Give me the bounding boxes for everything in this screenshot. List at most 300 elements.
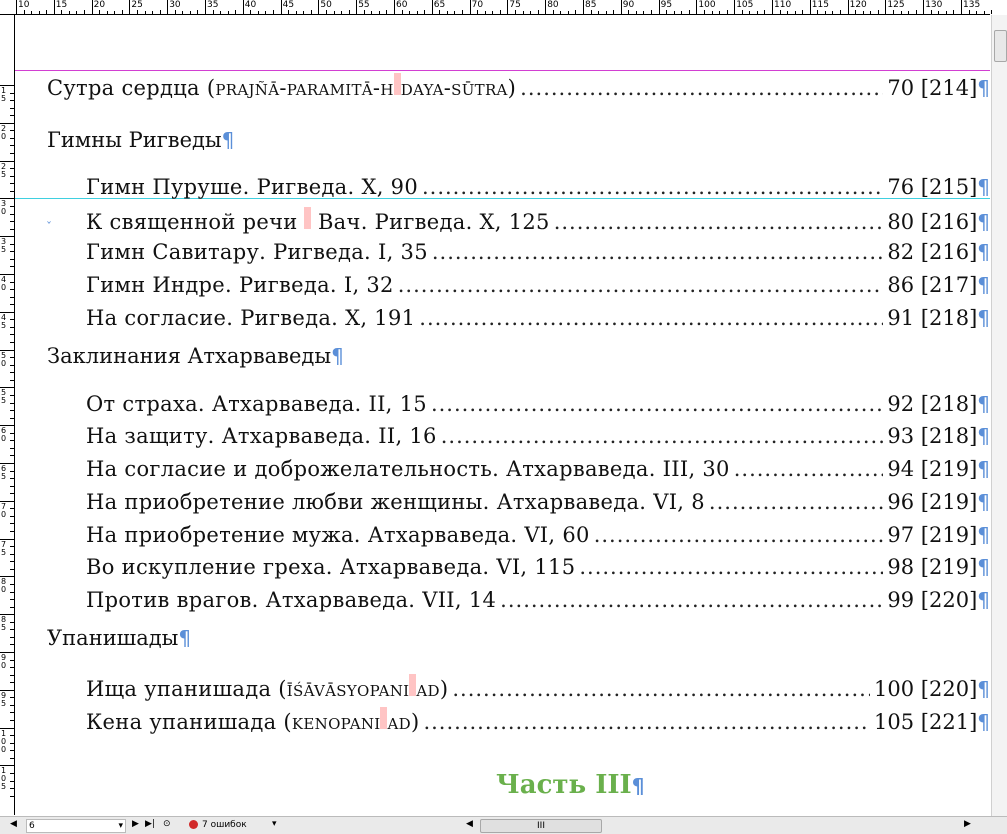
ruler-minor-tick: [10, 712, 14, 713]
ruler-label: 50: [320, 0, 332, 10]
ruler-minor-tick: [145, 11, 146, 14]
toc-entry-page: 92 [218]: [887, 392, 978, 416]
ruler-minor-tick: [213, 10, 214, 14]
pilcrow-icon: ¶: [977, 555, 990, 579]
ruler-minor-tick: [10, 115, 14, 116]
toc-entry: [86, 392, 990, 422]
anchor-marker-icon: ˇ: [46, 220, 52, 234]
ruler-minor-tick: [916, 10, 917, 14]
toc-entry-title: На согласие и доброжелательность. Атхарваведа. III, 30: [86, 457, 730, 481]
ruler-minor-tick: [10, 508, 14, 509]
ruler-tick: [470, 0, 471, 14]
ruler-minor-tick: [931, 10, 932, 14]
section-heading-rigveda: [47, 128, 234, 152]
pilcrow-icon: ¶: [977, 424, 990, 448]
ruler-minor-tick: [31, 11, 32, 14]
ruler-minor-tick: [10, 599, 14, 600]
ruler-minor-tick: [953, 10, 954, 14]
ruler-minor-tick: [417, 11, 418, 14]
scrollbar-thumb[interactable]: [994, 30, 1007, 62]
toc-entry-page: 99 [220]: [887, 588, 978, 612]
leader-dots: [709, 490, 883, 514]
ruler-minor-tick: [10, 108, 14, 109]
ruler-label: 80: [547, 0, 559, 10]
ruler-minor-tick: [10, 516, 14, 517]
ruler-minor-tick: [10, 342, 14, 343]
toc-entry-page: 91 [218]: [887, 306, 978, 330]
ruler-minor-tick: [10, 720, 14, 721]
ruler-label: 3 5: [1, 237, 7, 255]
toc-entry-title: Во искупление греха. Атхарваведа. VI, 115: [86, 555, 576, 579]
ruler-tick: [772, 0, 773, 14]
ruler-minor-tick: [107, 11, 108, 14]
toc-entry-title: На защиту. Атхарваведа. II, 16: [86, 424, 437, 448]
ruler-minor-tick: [364, 10, 365, 14]
toc-entry-page: 86 [217]: [887, 273, 978, 297]
ruler-label: 90: [622, 0, 635, 10]
ruler-minor-tick: [643, 11, 644, 14]
ruler-minor-tick: [530, 11, 531, 14]
ruler-label: 7 5: [1, 539, 7, 557]
ruler-tick: [885, 0, 886, 14]
ruler-minor-tick: [10, 796, 14, 797]
ruler-minor-tick: [10, 448, 14, 449]
pilcrow-icon: ¶: [977, 175, 990, 199]
ruler-label: 2 5: [1, 161, 7, 179]
ruler-minor-tick: [855, 10, 856, 14]
ruler-minor-tick: [10, 130, 14, 131]
ruler-minor-tick: [500, 10, 501, 14]
ruler-minor-tick: [10, 334, 14, 335]
ruler-tick: [92, 0, 93, 14]
ruler-minor-tick: [991, 10, 992, 14]
toc-entry-page: 98 [219]: [887, 555, 978, 579]
ruler-minor-tick: [606, 11, 607, 14]
ruler-minor-tick: [10, 433, 14, 434]
pilcrow-icon: ¶: [221, 128, 235, 152]
ruler-tick: [923, 0, 924, 14]
toc-entry-title: Гимн Пуруше. Ригведа. X, 90: [86, 175, 418, 199]
toc-entry: [86, 457, 990, 487]
margin-guide-top: [15, 70, 990, 71]
missing-glyph-highlight: [394, 73, 401, 95]
ruler-minor-tick: [598, 11, 599, 14]
ruler-minor-tick: [10, 206, 14, 207]
ruler-minor-tick: [742, 10, 743, 14]
ruler-minor-tick: [10, 176, 14, 177]
ruler-minor-tick: [477, 10, 478, 14]
ruler-minor-tick: [727, 10, 728, 14]
ruler-minor-tick: [10, 327, 14, 328]
leader-dots: [579, 555, 883, 579]
ruler-minor-tick: [10, 493, 14, 494]
horizontal-ruler[interactable]: [0, 0, 990, 15]
ruler-tick: [810, 0, 811, 14]
toc-entry-title: Гимн Савитару. Ригведа. I, 35: [86, 240, 428, 264]
leader-dots: [554, 210, 884, 234]
first-page-icon[interactable]: ◀: [10, 819, 17, 829]
ruler-label: 115: [811, 0, 829, 10]
ruler-minor-tick: [454, 11, 455, 14]
ruler-minor-tick: [840, 10, 841, 14]
next-page-icon[interactable]: ▶: [132, 819, 139, 829]
ruler-minor-tick: [984, 11, 985, 14]
ruler-label: 45: [282, 0, 295, 10]
ruler-minor-tick: [10, 229, 14, 230]
ruler-minor-tick: [69, 11, 70, 14]
ruler-minor-tick: [10, 675, 14, 676]
leader-dots: [431, 392, 883, 416]
ruler-label: 10: [18, 0, 30, 10]
ruler-minor-tick: [485, 11, 486, 14]
ruler-label: 8 0: [1, 577, 7, 595]
toc-entry-page: 105 [221]: [874, 710, 978, 734]
leader-dots: [432, 240, 884, 264]
ruler-minor-tick: [10, 138, 14, 139]
ruler-minor-tick: [84, 10, 85, 14]
ruler-minor-tick: [757, 11, 758, 14]
ruler-minor-tick: [10, 486, 14, 487]
toc-entry: [86, 490, 990, 520]
ruler-minor-tick: [409, 11, 410, 14]
ruler-minor-tick: [10, 365, 14, 366]
ruler-tick: [281, 0, 282, 14]
ruler-minor-tick: [228, 11, 229, 14]
toc-entry: [86, 175, 990, 205]
ruler-minor-tick: [10, 418, 14, 419]
ruler-minor-tick: [10, 259, 14, 260]
ruler-minor-tick: [349, 10, 350, 14]
ruler-minor-tick: [893, 10, 894, 14]
ruler-minor-tick: [712, 11, 713, 14]
toc-entry: [86, 555, 990, 585]
ruler-minor-tick: [10, 781, 14, 782]
ruler-minor-tick: [938, 11, 939, 14]
ruler-minor-tick: [591, 10, 592, 14]
ruler-minor-tick: [10, 221, 14, 222]
pilcrow-icon: ¶: [331, 344, 344, 368]
toc-entry: [86, 306, 990, 336]
ruler-minor-tick: [10, 168, 14, 169]
leader-dots: [398, 273, 884, 297]
ruler-tick: [848, 0, 849, 14]
ruler-minor-tick: [802, 10, 803, 14]
ruler-minor-tick: [10, 395, 14, 396]
section-heading-atharvaveda: [47, 344, 344, 368]
ruler-label: 100: [698, 0, 716, 10]
toc-entry-title: На приобретение любви женщины. Атхарваведа. VI, 8: [86, 490, 705, 514]
ruler-minor-tick: [515, 10, 516, 14]
toc-entry-title-a: Кена упанишада (: [86, 710, 292, 734]
toc-entry-page: 76 [215]: [887, 175, 978, 199]
ruler-tick: [205, 0, 206, 14]
pilcrow-icon: ¶: [977, 588, 990, 612]
ruler-minor-tick: [10, 750, 14, 751]
chevron-down-icon[interactable]: ▾: [118, 821, 123, 831]
ruler-label: 40: [244, 0, 257, 10]
ruler-label: 8 5: [1, 615, 7, 633]
vertical-scrollbar[interactable]: [991, 15, 1007, 816]
leader-dots: [419, 306, 883, 330]
ruler-minor-tick: [10, 644, 14, 645]
ruler-minor-tick: [24, 10, 25, 14]
ruler-label: 105: [736, 0, 754, 10]
ruler-label: 2 0: [1, 123, 7, 141]
scroll-left-icon[interactable]: ◀: [466, 819, 473, 829]
part-heading: [496, 770, 644, 800]
ruler-minor-tick: [10, 758, 14, 759]
ruler-minor-tick: [273, 10, 274, 14]
horizontal-scrollbar-thumb[interactable]: [480, 819, 602, 833]
ruler-minor-tick: [10, 214, 14, 215]
ruler-minor-tick: [371, 11, 372, 14]
ruler-minor-tick: [689, 10, 690, 14]
toc-entry-title-sc: kenopani: [291, 710, 381, 734]
ruler-minor-tick: [10, 705, 14, 706]
page-number-value: 6: [29, 821, 35, 831]
ruler-label: 6 5: [1, 464, 7, 481]
ruler-minor-tick: [832, 11, 833, 14]
ruler-minor-tick: [10, 584, 14, 585]
ruler-tick: [545, 0, 546, 14]
ruler-minor-tick: [402, 10, 403, 14]
vertical-ruler[interactable]: [0, 15, 15, 815]
ruler-minor-tick: [424, 10, 425, 14]
toc-entry-page: 94 [219]: [887, 457, 978, 481]
ruler-label: 130: [925, 0, 943, 10]
ruler-minor-tick: [175, 10, 176, 14]
last-page-icon[interactable]: ▶|: [145, 819, 155, 829]
ruler-minor-tick: [341, 11, 342, 14]
status-bar: [0, 816, 1007, 834]
toc-entry-title-b: ad): [387, 710, 420, 734]
toc-entry: [86, 240, 990, 270]
toc-entry: [86, 424, 990, 454]
ruler-minor-tick: [250, 10, 251, 14]
ruler-minor-tick: [190, 11, 191, 14]
ruler-label: 5 5: [1, 388, 7, 406]
leader-dots: [423, 710, 870, 734]
ruler-tick: [583, 0, 584, 14]
ruler-minor-tick: [780, 10, 781, 14]
ruler-minor-tick: [764, 10, 765, 14]
errors-count[interactable]: 7 ошибок: [202, 820, 247, 830]
ruler-minor-tick: [10, 440, 14, 441]
ruler-minor-tick: [628, 10, 629, 14]
leader-dots: [422, 175, 883, 199]
toc-entry-title: Гимн Индре. Ригведа. I, 32: [86, 273, 394, 297]
ruler-minor-tick: [568, 11, 569, 14]
ruler-minor-tick: [969, 10, 970, 14]
ruler-minor-tick: [462, 10, 463, 14]
ruler-minor-tick: [296, 11, 297, 14]
ruler-tick: [696, 0, 697, 14]
ruler-minor-tick: [122, 10, 123, 14]
ruler-label: 55: [358, 0, 370, 10]
scroll-right-icon[interactable]: ▶: [964, 819, 971, 829]
pilcrow-icon: ¶: [977, 490, 990, 514]
ruler-minor-tick: [870, 11, 871, 14]
ruler-label: 125: [887, 0, 905, 10]
ruler-minor-tick: [447, 11, 448, 14]
ruler-minor-tick: [10, 569, 14, 570]
preflight-icon[interactable]: ⊙: [163, 819, 171, 829]
ruler-minor-tick: [386, 10, 387, 14]
ruler-minor-tick: [10, 410, 14, 411]
ruler-minor-tick: [265, 11, 266, 14]
ruler-minor-tick: [674, 11, 675, 14]
ruler-minor-tick: [10, 592, 14, 593]
ruler-minor-tick: [258, 11, 259, 14]
ruler-minor-tick: [61, 10, 62, 14]
ruler-minor-tick: [235, 10, 236, 14]
toc-entry-top: [47, 73, 990, 103]
toc-entry-title-a: К священной речи: [86, 210, 298, 234]
toc-entry: [86, 674, 990, 704]
leader-dots: [452, 677, 870, 701]
ruler-label: 25: [131, 0, 143, 10]
toc-entry-title: На приобретение мужа. Атхарваведа. VI, 60: [86, 523, 590, 547]
ruler-minor-tick: [10, 743, 14, 744]
leader-dots: [520, 76, 883, 100]
ruler-label: 1 5: [1, 86, 7, 103]
toc-entry: [86, 523, 990, 553]
pilcrow-icon: ¶: [977, 210, 990, 234]
ruler-minor-tick: [908, 11, 909, 14]
ruler-minor-tick: [560, 11, 561, 14]
chevron-down-icon[interactable]: ▾: [272, 819, 277, 829]
ruler-minor-tick: [76, 11, 77, 14]
leader-dots: [734, 457, 884, 481]
ruler-minor-tick: [160, 10, 161, 14]
ruler-minor-tick: [311, 10, 312, 14]
error-indicator-icon[interactable]: [189, 820, 198, 829]
ruler-label: 4 0: [1, 275, 7, 292]
pilcrow-icon: ¶: [977, 306, 990, 330]
ruler-minor-tick: [946, 11, 947, 14]
leader-dots: [594, 523, 884, 547]
ruler-minor-tick: [10, 637, 14, 638]
page-number-field[interactable]: [26, 819, 126, 833]
ruler-label: 4 5: [1, 312, 7, 330]
ruler-tick: [507, 0, 508, 14]
toc-entry-title: Против врагов. Атхарваведа. VII, 14: [86, 588, 497, 612]
ruler-minor-tick: [10, 478, 14, 479]
ruler-minor-tick: [666, 10, 667, 14]
ruler-label: 110: [774, 0, 792, 10]
ruler-minor-tick: [492, 11, 493, 14]
ruler-minor-tick: [99, 10, 100, 14]
pilcrow-icon: ¶: [178, 626, 192, 650]
ruler-minor-tick: [538, 10, 539, 14]
ruler-label: 9 5: [1, 690, 7, 708]
ruler-minor-tick: [10, 153, 14, 154]
ruler-label: 20: [93, 0, 106, 10]
toc-entry: [86, 707, 990, 737]
ruler-tick: [394, 0, 395, 14]
ruler-tick: [621, 0, 622, 14]
ruler-minor-tick: [10, 622, 14, 623]
ruler-minor-tick: [749, 11, 750, 14]
ruler-label: 85: [585, 0, 597, 10]
ruler-tick: [167, 0, 168, 14]
ruler-minor-tick: [10, 297, 14, 298]
ruler-minor-tick: [10, 554, 14, 555]
ruler-minor-tick: [10, 773, 14, 774]
toc-entry-title-sc: prajñā-paramitā-h: [215, 76, 394, 100]
toc-entry-page: 97 [219]: [887, 523, 978, 547]
ruler-minor-tick: [334, 11, 335, 14]
ruler-label: 70: [471, 0, 484, 10]
pilcrow-icon: ¶: [977, 240, 990, 264]
ruler-minor-tick: [863, 11, 864, 14]
scroll-grip: III: [537, 821, 545, 831]
ruler-minor-tick: [878, 10, 879, 14]
toc-entry: [86, 273, 990, 303]
ruler-minor-tick: [553, 10, 554, 14]
pilcrow-icon: ¶: [977, 677, 990, 701]
ruler-minor-tick: [825, 11, 826, 14]
toc-entry-title: На согласие. Ригведа. X, 191: [86, 306, 416, 330]
ruler-minor-tick: [10, 735, 14, 736]
ruler-minor-tick: [288, 10, 289, 14]
ruler-label: 95: [660, 0, 673, 10]
toc-entry-page: 96 [219]: [887, 490, 978, 514]
ruler-tick: [961, 0, 962, 14]
ruler-minor-tick: [10, 607, 14, 608]
ruler-tick: [318, 0, 319, 14]
ruler-minor-tick: [152, 11, 153, 14]
pilcrow-icon: ¶: [977, 76, 990, 100]
ruler-minor-tick: [10, 561, 14, 562]
toc-entry-page: 93 [218]: [887, 424, 978, 448]
ruler-minor-tick: [114, 11, 115, 14]
ruler-label: 35: [207, 0, 219, 10]
ruler-label: 7 0: [1, 501, 7, 519]
ruler-minor-tick: [10, 667, 14, 668]
pilcrow-icon: ¶: [977, 457, 990, 481]
toc-entry-title-b: daya-sūtra): [400, 76, 517, 100]
pilcrow-icon: ¶: [631, 774, 645, 798]
ruler-minor-tick: [523, 11, 524, 14]
ruler-label: 3 0: [1, 199, 7, 217]
ruler-minor-tick: [636, 11, 637, 14]
ruler-minor-tick: [220, 11, 221, 14]
ruler-minor-tick: [326, 10, 327, 14]
ruler-tick: [54, 0, 55, 14]
pilcrow-icon: ¶: [977, 273, 990, 297]
ruler-label: 5 0: [1, 350, 7, 368]
ruler-minor-tick: [901, 11, 902, 14]
ruler-minor-tick: [10, 455, 14, 456]
ruler-tick: [659, 0, 660, 14]
toc-entry: [86, 207, 990, 237]
ruler-minor-tick: [817, 10, 818, 14]
section-heading-upanishads: [47, 626, 191, 650]
ruler-minor-tick: [10, 788, 14, 789]
ruler-minor-tick: [787, 11, 788, 14]
ruler-minor-tick: [10, 372, 14, 373]
ruler-minor-tick: [10, 546, 14, 547]
ruler-minor-tick: [439, 10, 440, 14]
ruler-minor-tick: [10, 319, 14, 320]
toc-entry-page: 100 [220]: [874, 677, 978, 701]
ruler-tick: [432, 0, 433, 14]
toc-entry-title-sc: īśāvāsyopani: [286, 677, 410, 701]
ruler-minor-tick: [46, 10, 47, 14]
ruler-minor-tick: [976, 11, 977, 14]
toc-entry-title: От страха. Атхарваведа. II, 15: [86, 392, 427, 416]
